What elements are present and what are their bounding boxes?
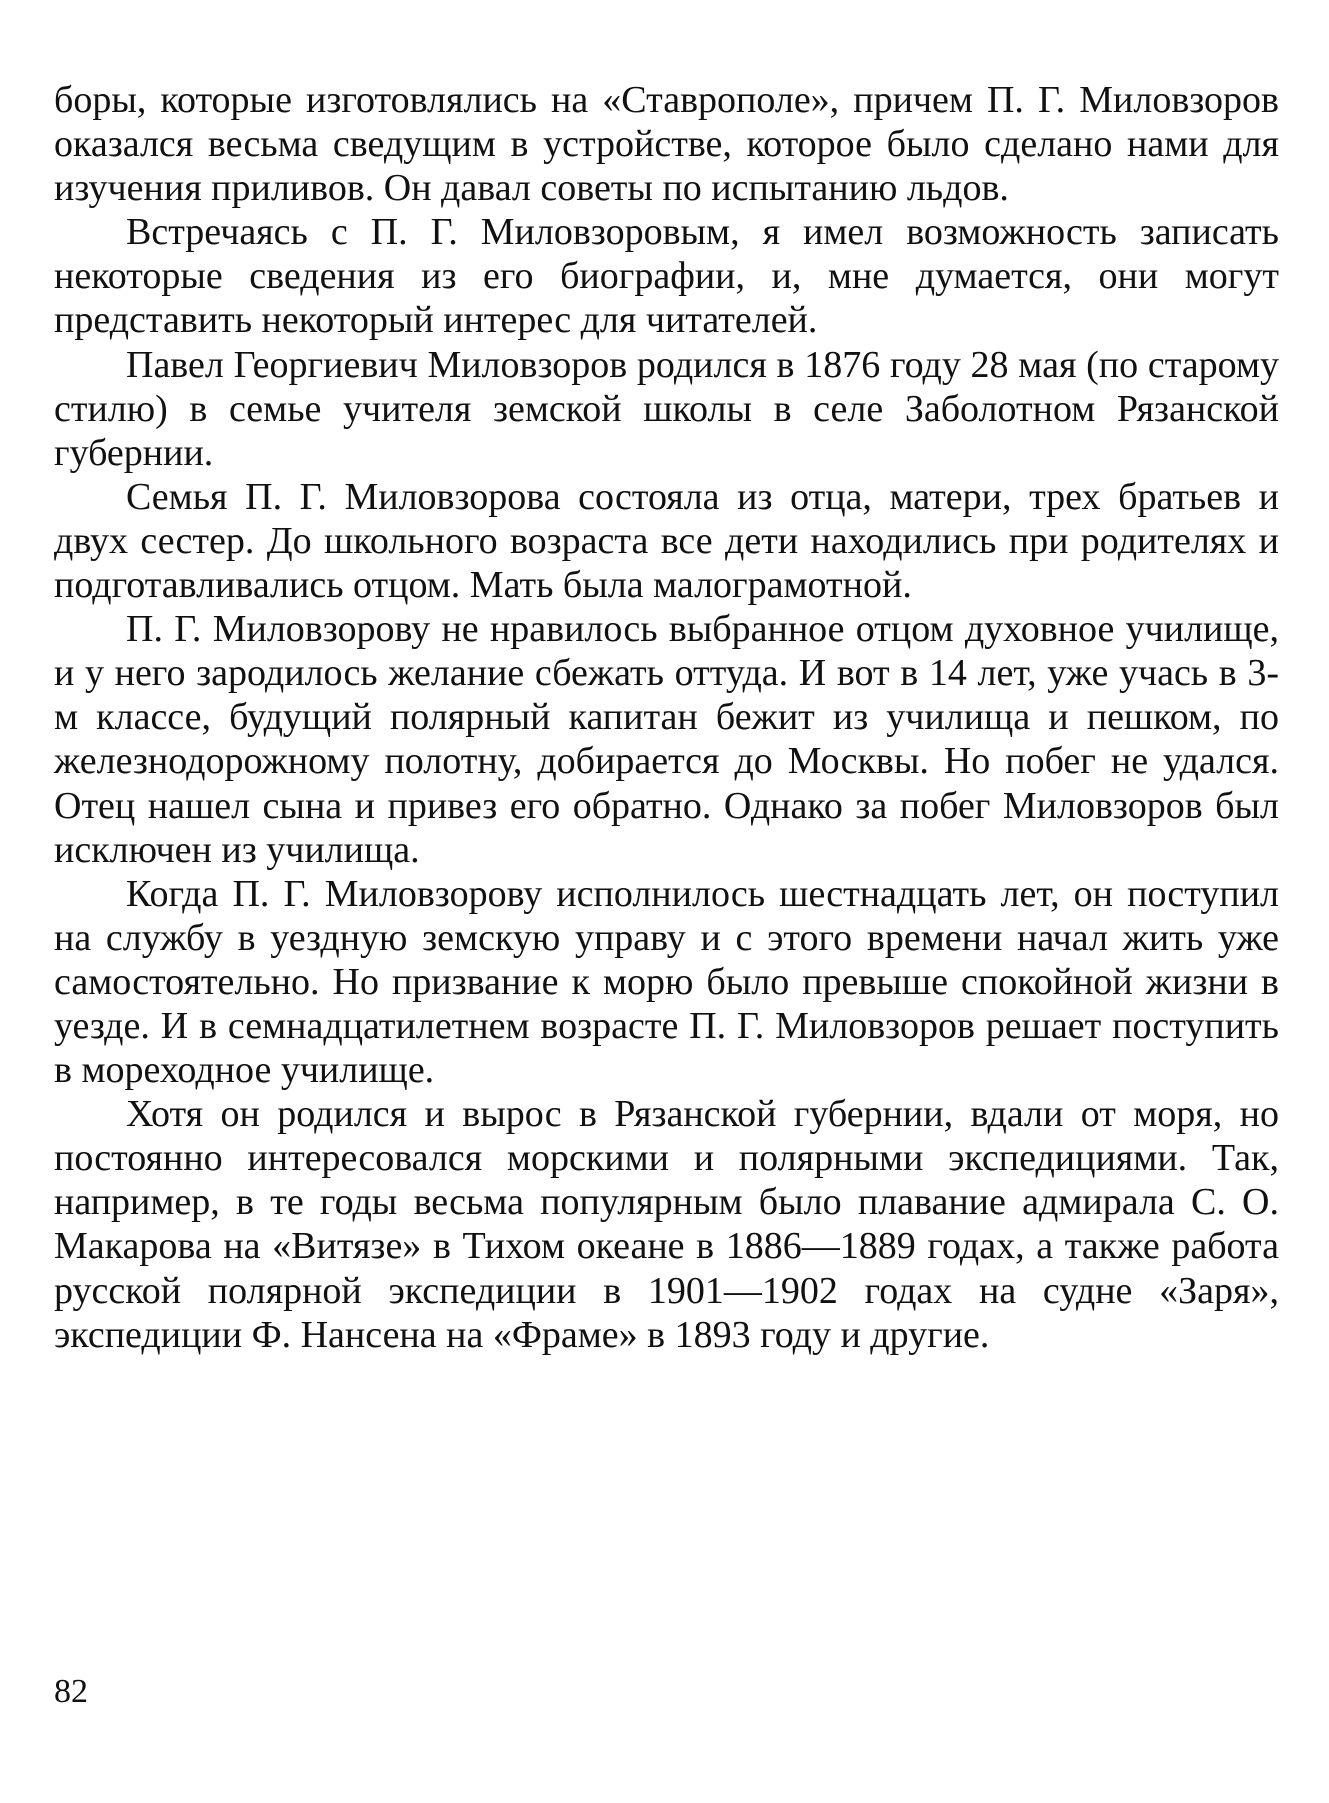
page-body-text <box>54 78 1279 1357</box>
paragraph-service: Когда П. Г. Миловзорову исполнилось шестнадцать лет, он поступил на службу в уездную земскую управу и с этого времени начал жить уже самостоятельно. Но призвание к морю было превыше спокойной жизни в уезде. И в семнадцатилетнем возрасте П. Г. Миловзоров решает поступить в мореходное училище. <box>54 872 1279 1092</box>
paragraph-expeditions: Хотя он родился и вырос в Рязанской губернии, вдали от моря, но постоянно интересовался морскими и полярными экспедициями. Так, например, в те годы весьма популярным было плавание адмирала С. О. Макарова на «Витязе» в Тихом океане в 1886—1889 годах, а также работа русской полярной экспедиции в 1901—1902 годах на судне «Заря», экспедиции Ф. Нансена на «Фраме» в 1893 году и другие. <box>54 1093 1279 1356</box>
paragraph-family: Семья П. Г. Миловзорова состояла из отца, матери, трех братьев и двух сестер. До школьного возраста все дети находились при родителях и подготавливались отцом. Мать была малограмотной. <box>54 475 1279 607</box>
paragraph-continued: боры, которые изготовлялись на «Ставрополе», причем П. Г. Миловзоров оказался весьма сведущим в устройстве, которое было сделано нами для изучения приливов. Он давал советы по испытанию льдов. <box>54 79 1279 210</box>
paragraph-escape: П. Г. Миловзорову не нравилось выбранное отцом духовное училище, и у него зародилось желание сбежать оттуда. И вот в 14 лет, уже учась в 3-м классе, будущий полярный капитан бежит из училища и пешком, по железнодорожному полотну, добирается до Москвы. Но побег не удался. Отец нашел сына и привез его обратно. Однако за побег Миловзоров был исключен из училища. <box>54 608 1279 871</box>
paragraph-birth: Павел Георгиевич Миловзоров родился в 1876 году 28 мая (по старому стилю) в семье учителя земской школы в селе Заболотном Рязанской губернии. <box>54 343 1279 474</box>
paragraph-meetings: Встречаясь с П. Г. Миловзоровым, я имел возможность записать некоторые сведения из его биографии, и, мне думается, они могут представить некоторый интерес для читателей. <box>54 211 1279 342</box>
page-number: 82 <box>54 1673 88 1710</box>
